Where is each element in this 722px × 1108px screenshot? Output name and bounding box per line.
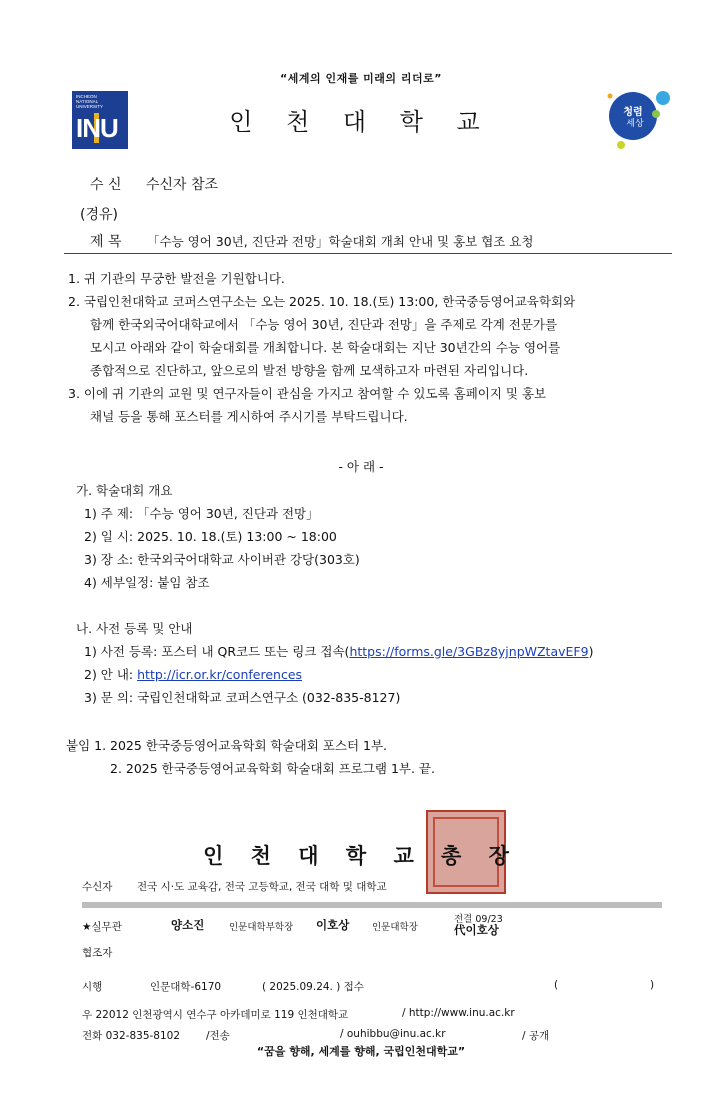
inu-logo-letters: INU — [76, 113, 118, 143]
below-heading: - 아 래 - — [338, 459, 384, 474]
phone: 전화 032-835-8102 — [82, 1030, 181, 1042]
header-divider — [64, 253, 672, 254]
subject-label: 제 목 — [90, 234, 122, 250]
section-na-title: 나. 사전 등록 및 안내 — [76, 621, 193, 636]
document-title: 인 천 대 학 교 — [229, 108, 493, 136]
recipients-value: 전국 시·도 교육감, 전국 고등학교, 전국 대학 및 대학교 — [137, 881, 387, 893]
website: / http://www.inu.ac.kr — [402, 1007, 515, 1019]
subject-value: 「수능 영어 30년, 진단과 전망」학술대회 개최 안내 및 홍보 협조 요청 — [147, 234, 534, 249]
svg-text:청렴: 청렴 — [623, 107, 643, 118]
fax: /전송 — [206, 1030, 230, 1042]
paragraph-2-line-4: 종합적으로 진단하고, 앞으로의 발전 방향을 함께 모색하고자 마련된 자리입니다. — [90, 363, 529, 378]
paragraph-2-line-3: 모시고 아래와 같이 학술대회를 개최합니다. 본 학술대회는 지난 30년간의 수능 영어를 — [90, 340, 561, 355]
approval-prefix: ★실무관 — [82, 921, 122, 933]
section-ga-title: 가. 학술대회 개요 — [76, 483, 173, 498]
paragraph-2-line-2: 함께 한국외국어대학교에서 「수능 영어 30년, 진단과 전망」을 주제로 각계 전문가를 — [90, 317, 558, 332]
na-item-2-text: 2) 안 내: — [84, 667, 138, 682]
registration-link[interactable]: https://forms.gle/3GBz8yjnpWZtavEF9 — [349, 644, 589, 659]
integrity-emblem-icon — [604, 88, 674, 150]
delegation-note: 전결 09/23 — [454, 914, 503, 925]
paragraph-3-line-2: 채널 등을 통해 포스터를 게시하여 주시기를 부탁드립니다. — [90, 409, 408, 424]
recipients-label: 수신자 — [82, 881, 113, 893]
postal-address: 우 22012 인천광역시 연수구 아카데미로 119 인천대학교 — [82, 1009, 349, 1021]
enforcement-date: ( 2025.09.24. ) 접수 — [262, 981, 364, 993]
svg-text:세상: 세상 — [626, 119, 644, 129]
na-item-1-text: 1) 사전 등록: 포스터 내 QR코드 또는 링크 접속( — [84, 644, 350, 659]
paragraph-3-line-1: 3. 이에 귀 기관의 교원 및 연구자들이 관심을 가지고 참여할 수 있도록 홈페이지 및 홍보 — [68, 386, 547, 401]
receipt-close: ) — [650, 979, 655, 991]
na-item-2 — [84, 663, 302, 686]
ga-item-2: 2) 일 시: 2025. 10. 18.(토) 13:00 ~ 18:00 — [84, 529, 337, 544]
approver-2: 이호상 — [316, 918, 350, 932]
ga-item-1: 1) 주 제: 「수능 영어 30년, 진단과 전망」 — [84, 506, 319, 521]
signer-title: 인 천 대 학 교 총 장 — [203, 844, 519, 868]
disclosure: / 공개 — [522, 1030, 550, 1042]
na-item-1 — [84, 640, 593, 663]
receipt-open: ( — [554, 979, 559, 991]
ga-item-3: 3) 장 소: 한국외국어대학교 사이버관 강당(303호) — [84, 552, 360, 567]
email: / ouhibbu@inu.ac.kr — [340, 1028, 446, 1040]
conference-info-link[interactable]: http://icr.or.kr/conferences — [137, 667, 303, 682]
paragraph-2-line-1: 2. 국립인천대학교 코퍼스연구소는 오는 2025. 10. 18.(토) 13:00, 한국중등영어교육학회와 — [68, 294, 576, 309]
na-item-3: 3) 문 의: 국립인천대학교 코퍼스연구소 (032-835-8127) — [84, 690, 401, 705]
approval-separator — [82, 902, 662, 908]
na-item-1-close: ) — [588, 644, 594, 659]
ga-item-4: 4) 세부일정: 붙임 참조 — [84, 575, 210, 590]
approver-3-title: 인문대학장 — [372, 922, 418, 933]
approver-1: 양소진 — [171, 918, 205, 932]
via-label: (경유) — [80, 207, 118, 223]
bottom-motto: “꿈을 향해, 세계를 향해, 국립인천대학교” — [256, 1045, 466, 1058]
attachment-2: 2. 2025 한국중등영어교육학회 학술대회 프로그램 1부. 끝. — [110, 761, 435, 776]
top-motto: “세계의 인재를 미래의 리더로” — [280, 72, 442, 85]
final-approver: 代이호상 — [454, 923, 499, 937]
recipient-label: 수 신 — [90, 177, 122, 193]
attachment-1: 붙임 1. 2025 한국중등영어교육학회 학술대회 포스터 1부. — [66, 738, 388, 753]
inu-logo-small-text: INCHEON NATIONAL UNIVERSITY — [76, 94, 104, 109]
paragraph-1: 1. 귀 기관의 무궁한 발전을 기원합니다. — [68, 271, 285, 286]
cooperator-label: 협조자 — [82, 947, 113, 959]
enforcement-number: 인문대학-6170 — [150, 981, 222, 993]
integrity-emblem — [604, 88, 674, 150]
recipient-value: 수신자 참조 — [146, 177, 219, 193]
enforcement-label: 시행 — [82, 981, 103, 993]
approver-2-title: 인문대학부학장 — [229, 922, 294, 933]
